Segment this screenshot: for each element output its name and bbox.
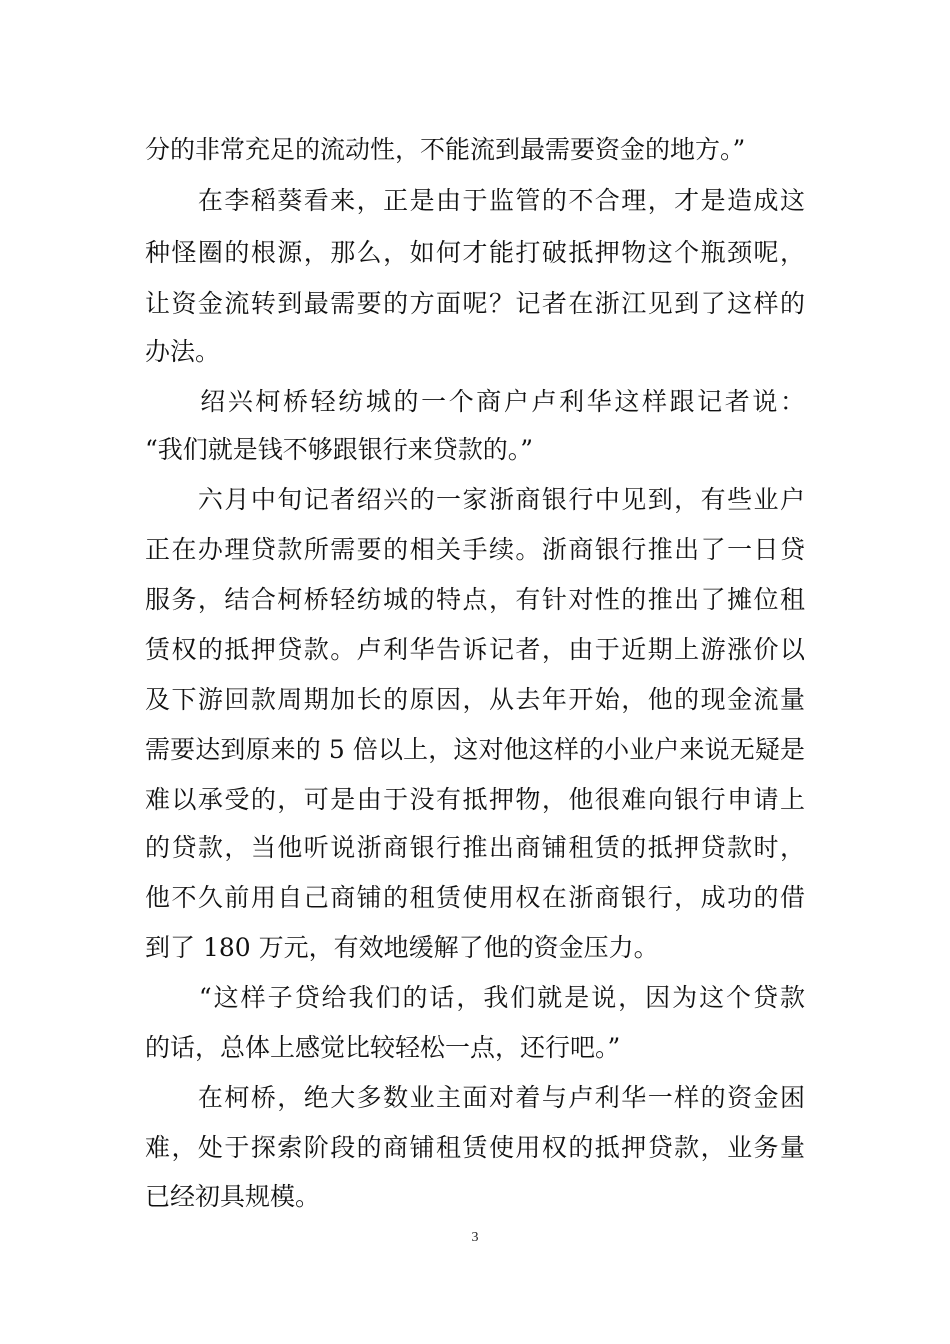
text-line: 办法。 [145, 337, 221, 366]
text-line: “我们就是钱不够跟银行来贷款的。” [145, 435, 534, 464]
text-line: 服务，结合柯桥轻纺城的特点，有针对性的推出了摊位租 [145, 585, 805, 614]
text-line: 已经初具规模。 [145, 1182, 321, 1211]
page-number: 3 [471, 1230, 479, 1245]
text-line: 难，处于探索阶段的商铺租赁使用权的抵押贷款，业务量 [145, 1133, 805, 1162]
text-line: 分的非常充足的流动性，不能流到最需要资金的地方。” [145, 135, 746, 164]
text-line: 种怪圈的根源，那么，如何才能打破抵押物这个瓶颈呢， [145, 238, 805, 267]
text-line: “这样子贷给我们的话，我们就是说，因为这个贷款 [145, 983, 805, 1012]
text-line: 他不久前用自己商铺的租赁使用权在浙商银行，成功的借 [145, 883, 805, 912]
text-line: 赁权的抵押贷款。卢利华告诉记者，由于近期上游涨价以 [145, 635, 805, 664]
text-line: 让资金流转到最需要的方面呢？记者在浙江见到了这样的 [145, 289, 805, 318]
text-line: 六月中旬记者绍兴的一家浙商银行中见到，有些业户 [145, 485, 805, 514]
text-line: 在柯桥，绝大多数业主面对着与卢利华一样的资金困 [145, 1083, 805, 1112]
text-line: 绍兴柯桥轻纺城的一个商户卢利华这样跟记者说： [145, 387, 805, 416]
text-line: 的话，总体上感觉比较轻松一点，还行吧。” [145, 1033, 621, 1062]
text-line: 正在办理贷款所需要的相关手续。浙商银行推出了一日贷 [145, 535, 805, 564]
text-line: 的贷款，当他听说浙商银行推出商铺租赁的抵押贷款时， [145, 833, 805, 862]
text-line: 难以承受的，可是由于没有抵押物，他很难向银行申请上 [145, 785, 805, 814]
text-line: 在李稻葵看来，正是由于监管的不合理，才是造成这 [145, 186, 805, 215]
text-line: 及下游回款周期加长的原因，从去年开始，他的现金流量 [145, 685, 805, 714]
text-line: 到了 180 万元，有效地缓解了他的资金压力。 [145, 933, 659, 962]
text-line: 需要达到原来的 5 倍以上，这对他这样的小业户来说无疑是 [145, 735, 805, 764]
